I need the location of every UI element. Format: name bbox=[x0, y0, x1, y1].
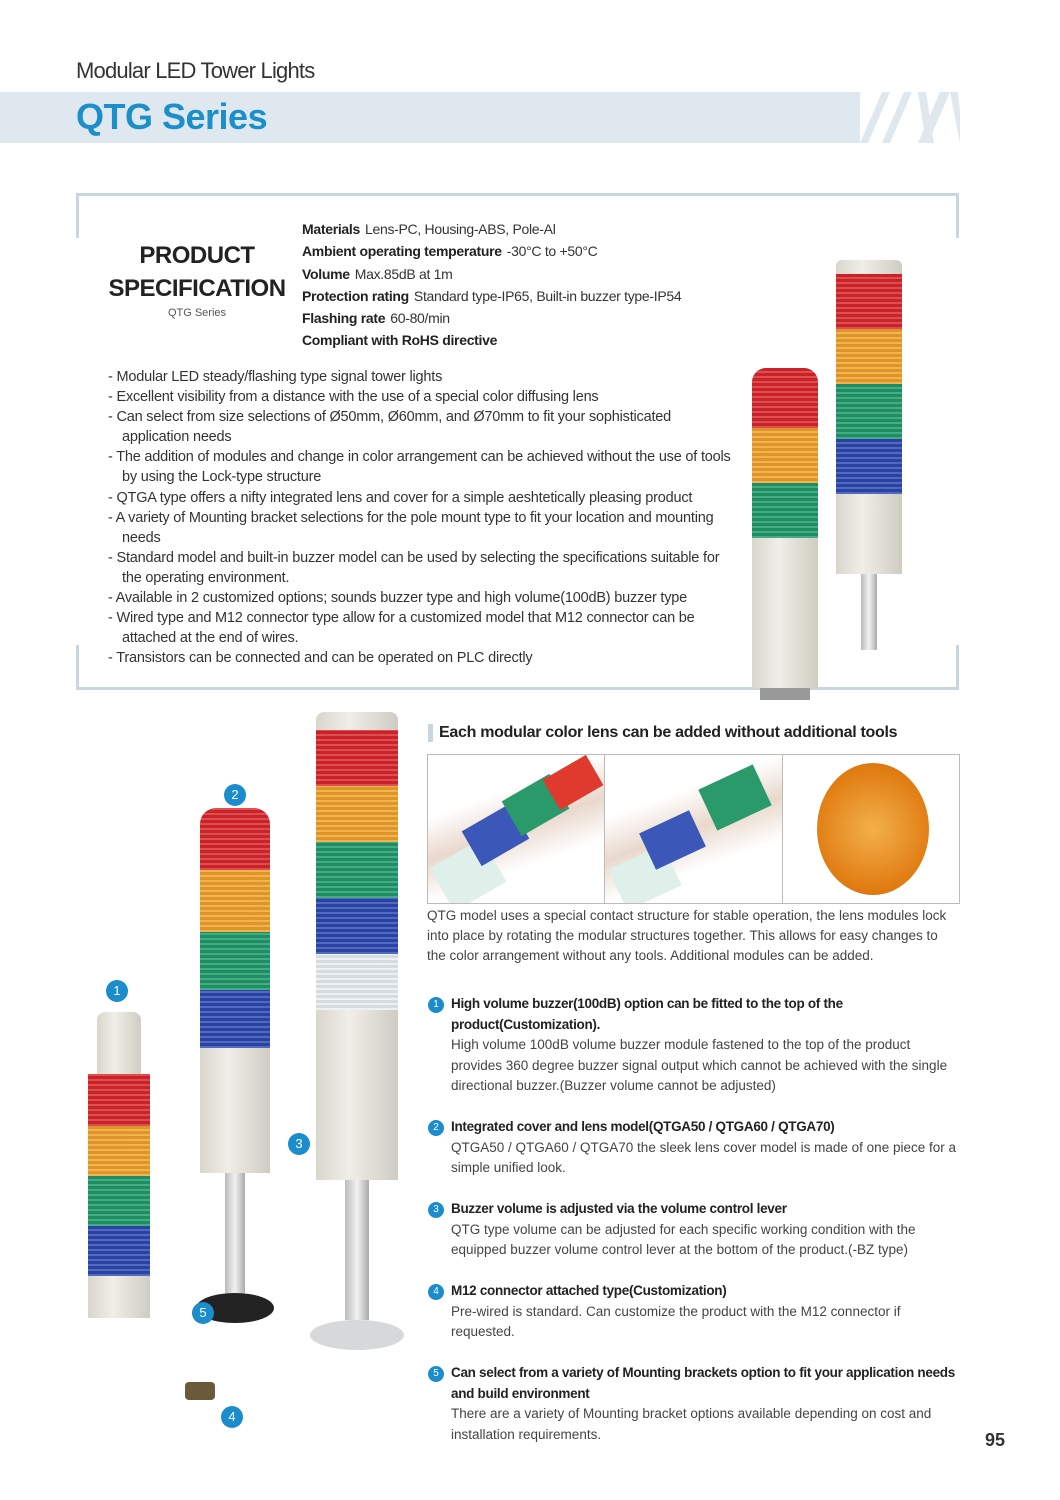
callout-title: Buzzer volume is adjusted via the volume control lever bbox=[451, 1201, 787, 1216]
tower-light-bz bbox=[316, 712, 398, 1350]
number-badge: 5 bbox=[428, 1366, 444, 1382]
number-badge: 3 bbox=[428, 1202, 444, 1218]
photo-hand-attaching-lens bbox=[605, 755, 782, 903]
feature-list bbox=[108, 367, 738, 668]
list-item: - Can select from size selections of Ø50mm, Ø60mm, and Ø70mm to fit your sophisticated application needs bbox=[108, 407, 738, 447]
callout-text: High volume 100dB volume buzzer module fastened to the top of the product provides 360 degree buzzer signal output which cannot be achieved with the single directional buzzer.(Buzzer volume cannot be adjusted) bbox=[451, 1037, 948, 1093]
number-badge: 1 bbox=[428, 997, 444, 1013]
spec-row bbox=[302, 240, 681, 262]
section-description: QTG model uses a special contact structure for stable operation, the lens modules lock into place by rotating the modular structures together. This allows for easy changes to the color arrangement without any tools. Additional modules can be added. bbox=[427, 908, 947, 963]
spec-label: Flashing rate bbox=[302, 310, 386, 327]
spec-box-corner bbox=[956, 645, 959, 690]
callout-item bbox=[433, 994, 963, 1097]
list-item: - The addition of modules and change in color arrangement can be achieved without the use of tools by using the Lock-type structure bbox=[108, 447, 738, 487]
spec-value: Standard type-IP65, Built-in buzzer type-IP54 bbox=[413, 287, 682, 304]
callout-title: M12 connector attached type(Customization) bbox=[451, 1283, 727, 1298]
spec-box-corner bbox=[956, 193, 959, 238]
decorative-stripes bbox=[860, 92, 960, 143]
callout-title: High volume buzzer(100dB) option can be fitted to the top of the product(Customization). bbox=[451, 996, 843, 1032]
category-title: Modular LED Tower Lights bbox=[76, 58, 315, 83]
callout-title: Can select from a variety of Mounting brackets option to fit your application needs and build environment bbox=[451, 1365, 955, 1401]
list-item: - Excellent visibility from a distance with the use of a special color diffusing lens bbox=[108, 387, 738, 407]
section-heading: Each modular color lens can be added without additional tools bbox=[428, 724, 897, 742]
list-item: - QTGA type offers a nifty integrated lens and cover for a simple aeshtetically pleasing product bbox=[108, 488, 738, 508]
callout-badge: 5 bbox=[192, 1302, 214, 1324]
tower-light-integrated bbox=[200, 808, 270, 1323]
spec-heading: PRODUCT bbox=[139, 242, 255, 269]
callout-item bbox=[433, 1363, 963, 1445]
spec-row bbox=[302, 307, 681, 329]
list-item: - A variety of Mounting bracket selections for the pole mount type to fit your location and mounting needs bbox=[108, 508, 738, 548]
callout-badge: 3 bbox=[288, 1133, 310, 1155]
spec-list bbox=[302, 218, 681, 352]
spec-box-top bbox=[76, 193, 959, 196]
callout-text: QTGA50 / QTGA60 / QTGA70 the sleek lens cover model is made of one piece for a simple unified look. bbox=[451, 1139, 956, 1175]
photo-hand-rotating-lens bbox=[428, 755, 605, 903]
callout-badge: 2 bbox=[224, 784, 246, 806]
spec-box-corner bbox=[76, 645, 79, 690]
spec-value: Lens-PC, Housing-ABS, Pole-Al bbox=[365, 221, 556, 237]
number-badge: 4 bbox=[428, 1284, 444, 1300]
callout-item bbox=[433, 1281, 963, 1343]
tower-light-buzzer bbox=[88, 1012, 150, 1318]
spec-value: -30°C to +50°C bbox=[506, 243, 598, 260]
spec-label: Compliant with RoHS directive bbox=[302, 332, 498, 349]
list-item: - Modular LED steady/flashing type signal tower lights bbox=[108, 367, 738, 387]
page-title: QTG Series bbox=[76, 96, 268, 137]
spec-row bbox=[302, 263, 681, 285]
callout-text: Pre-wired is standard. Can customize the product with the M12 connector if requested. bbox=[451, 1303, 901, 1339]
callout-text: There are a variety of Mounting bracket options available depending on cost and installation requirements. bbox=[451, 1406, 932, 1442]
callout-badge: 4 bbox=[221, 1406, 243, 1428]
spec-box-corner bbox=[76, 193, 79, 238]
photo-lens-interior bbox=[783, 755, 959, 903]
spec-row bbox=[302, 218, 681, 240]
list-item: - Available in 2 customized options; sounds buzzer type and high volume(100dB) buzzer type bbox=[108, 588, 738, 608]
list-item: - Transistors can be connected and can be operated on PLC directly bbox=[108, 648, 738, 668]
callout-title: Integrated cover and lens model(QTGA50 / QTGA60 / QTGA70) bbox=[451, 1119, 835, 1134]
spec-subheading: QTG Series bbox=[167, 307, 227, 319]
spec-value: Max.85dB at 1m bbox=[354, 265, 453, 282]
page-number: 95 bbox=[985, 1430, 1006, 1450]
spec-row bbox=[302, 329, 681, 351]
spec-row bbox=[302, 285, 681, 307]
spec-label: Ambient operating temperature bbox=[302, 243, 502, 260]
callout-text: QTG type volume can be adjusted for each specific working condition with the equipped buzzer volume control lever at the bottom of the product.(-BZ type) bbox=[451, 1221, 916, 1257]
spec-label: Protection rating bbox=[302, 287, 409, 304]
number-badge: 2 bbox=[428, 1120, 444, 1136]
list-item: - Standard model and built-in buzzer model can be used by selecting the specifications suitable for the operating environment. bbox=[108, 548, 738, 588]
feature-callouts bbox=[433, 994, 963, 1466]
spec-heading: SPECIFICATION bbox=[108, 275, 286, 302]
lens-photo-strip bbox=[427, 754, 960, 904]
tower-light-image-tall bbox=[836, 260, 902, 650]
spec-value: 60-80/min bbox=[390, 310, 450, 327]
list-item: - Wired type and M12 connector type allow for a customized model that M12 connector can be attached at the end of wires. bbox=[108, 608, 738, 648]
spec-label: Volume bbox=[302, 265, 350, 282]
tower-light-image-short bbox=[752, 368, 818, 700]
spec-label: Materials bbox=[302, 221, 360, 237]
spec-box-bottom bbox=[76, 687, 959, 690]
m12-connector-image bbox=[185, 1382, 215, 1400]
callout-badge: 1 bbox=[106, 980, 128, 1002]
callout-item bbox=[433, 1199, 963, 1261]
callout-item bbox=[433, 1117, 963, 1179]
